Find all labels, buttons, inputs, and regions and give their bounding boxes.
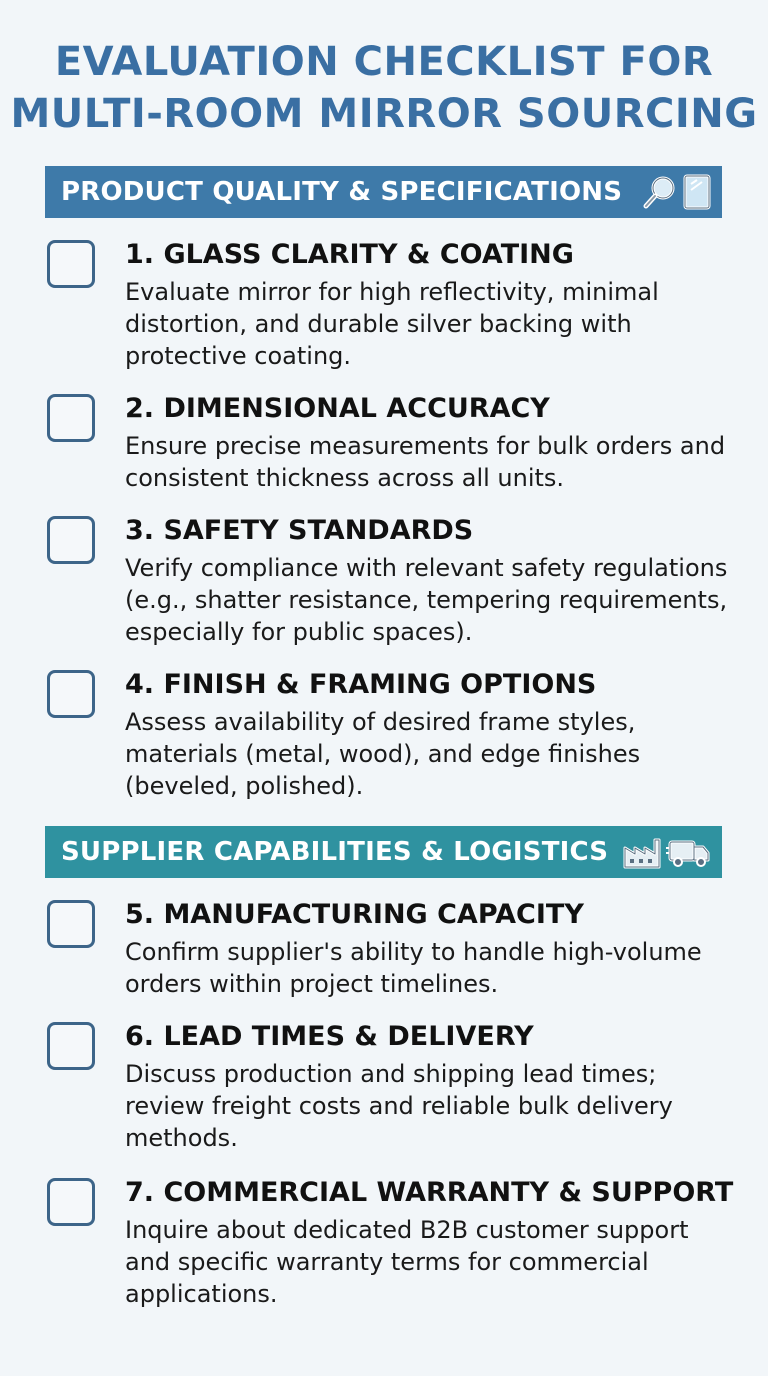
item-title: 1. GLASS CLARITY & COATING — [125, 239, 574, 270]
magnifier-icon — [642, 174, 678, 217]
section-header-supplier-capabilities — [45, 826, 722, 878]
item-description: Evaluate mirror for high reflectivity, minimal distortion, and durable silver backing with protective coating. — [125, 278, 659, 370]
page-title — [0, 36, 768, 140]
section-header-icons — [622, 834, 712, 877]
item-title: 7. COMMERCIAL WARRANTY & SUPPORT — [125, 1177, 734, 1208]
checkbox[interactable] — [47, 240, 95, 288]
checkbox[interactable] — [47, 900, 95, 948]
item-title: 4. FINISH & FRAMING OPTIONS — [125, 669, 597, 700]
section-header-icons — [642, 174, 712, 217]
item-description: Verify compliance with relevant safety regulations (e.g., shatter resistance, tempering requirements, especially for public spaces). — [125, 554, 728, 646]
item-title: 2. DIMENSIONAL ACCURACY — [125, 393, 550, 424]
checkbox[interactable] — [47, 1178, 95, 1226]
truck-icon — [666, 834, 712, 877]
section-header-label: PRODUCT QUALITY & SPECIFICATIONS — [61, 177, 623, 207]
item-description: Discuss production and shipping lead times; review freight costs and reliable bulk delivery methods. — [125, 1060, 673, 1152]
item-description: Ensure precise measurements for bulk orders and consistent thickness across all units. — [125, 432, 726, 492]
section-header-label: SUPPLIER CAPABILITIES & LOGISTICS — [61, 837, 609, 867]
factory-icon — [622, 834, 662, 877]
item-title: 5. MANUFACTURING CAPACITY — [125, 899, 584, 930]
item-description: Assess availability of desired frame styles, materials (metal, wood), and edge finishes (beveled, polished). — [125, 708, 641, 800]
section-header-product-quality — [45, 166, 722, 218]
item-title: 3. SAFETY STANDARDS — [125, 515, 474, 546]
checkbox[interactable] — [47, 1022, 95, 1070]
mirror-icon — [682, 174, 712, 217]
checkbox[interactable] — [47, 516, 95, 564]
page-title-line-2: MULTI-ROOM MIRROR SOURCING — [10, 91, 758, 137]
page-title-line-1: EVALUATION CHECKLIST FOR — [54, 39, 714, 85]
item-title: 6. LEAD TIMES & DELIVERY — [125, 1021, 534, 1052]
item-description: Confirm supplier's ability to handle high-volume orders within project timelines. — [125, 938, 702, 998]
checkbox[interactable] — [47, 394, 95, 442]
checkbox[interactable] — [47, 670, 95, 718]
item-description: Inquire about dedicated B2B customer support and specific warranty terms for commercial applications. — [125, 1216, 689, 1308]
